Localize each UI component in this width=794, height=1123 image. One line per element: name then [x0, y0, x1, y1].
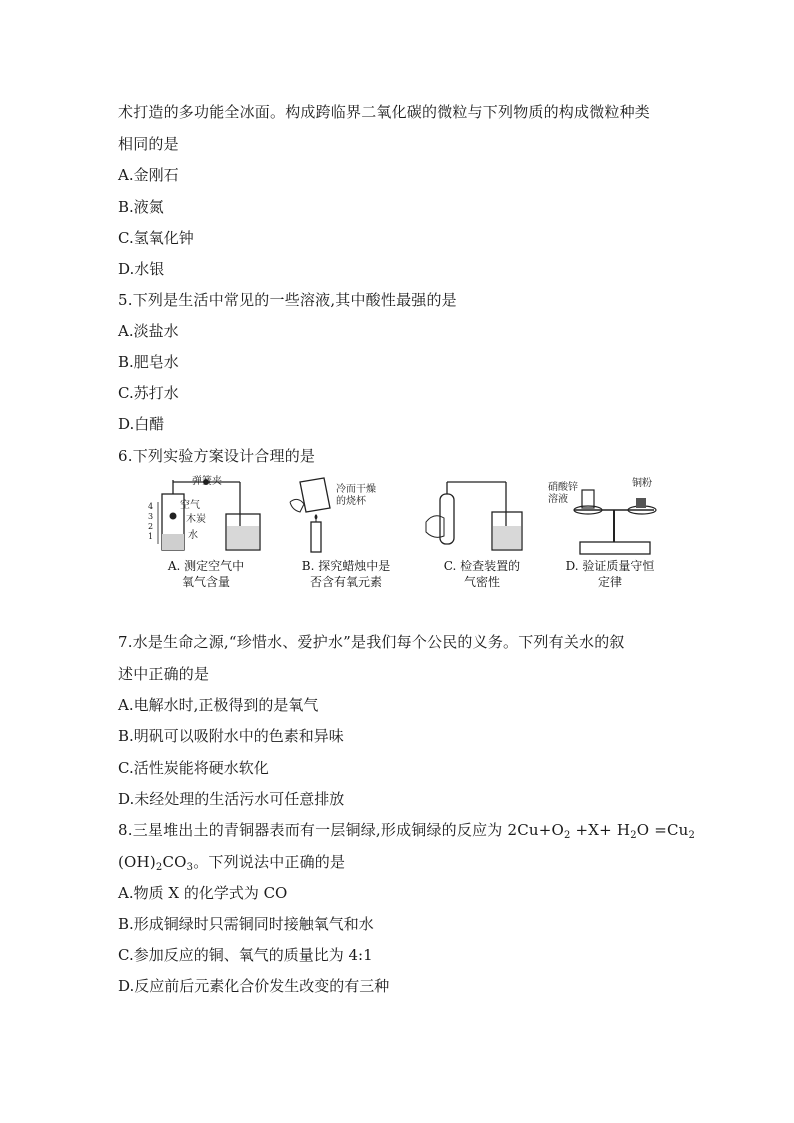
panel-d-caption-line2: 定律: [597, 575, 622, 589]
panel-a-scale-4: 4: [148, 502, 154, 511]
q4-option-c: C.氢氧化钟: [118, 229, 194, 247]
q4-option-d: D.水银: [118, 260, 165, 278]
q8-option-d: D.反应前后元素化合价发生改变的有三种: [118, 977, 390, 995]
q6-experiment-figure: [140, 472, 680, 602]
panel-c-caption-line2: 气密性: [463, 575, 500, 589]
q8-option-a: A.物质 X 的化学式为 CO: [118, 884, 288, 902]
q8-stem-part5: CO: [162, 853, 187, 871]
panel-b-caption-line2: 否含有氧元素: [309, 575, 382, 589]
q7-option-a: A.电解水时,正极得到的是氧气: [118, 696, 319, 714]
panel-c-apparatus: [416, 472, 548, 562]
panel-d-label-zinc-nitrate: 硝酸锌: [548, 482, 578, 493]
panel-c-caption-line1: C. 检查装置的: [443, 559, 521, 573]
panel-a-air-oxygen: [140, 472, 272, 602]
panel-a-label-air: 空气: [180, 500, 200, 511]
panel-a-label-water: 水: [188, 530, 198, 541]
panel-a-scale-2: 2: [148, 522, 154, 531]
q8-stem-part1: 8.三星堆出土的青铜器表而有一层铜绿,形成铜绿的反应为 2Cu+O: [118, 821, 564, 839]
q5-option-b: B.肥皂水: [118, 353, 179, 371]
q8-sub-cu2: 2: [688, 830, 696, 841]
panel-c-airtightness: [416, 472, 548, 602]
q4-stem-line1: 术打造的多功能全冰面。构成跨临界二氧化碳的微粒与下列物质的构成微粒种类: [118, 103, 651, 121]
q5-stem: 5.下列是生活中常见的一些溶液,其中酸性最强的是: [118, 291, 457, 309]
q5-option-a: A.淡盐水: [118, 322, 179, 340]
panel-d-mass-conservation: [544, 472, 676, 602]
panel-d-label-solution: 溶液: [548, 494, 568, 505]
q8-option-c: C.参加反应的铜、氧气的质量比为 4:1: [118, 946, 373, 964]
q7-option-d: D.未经处理的生活污水可任意排放: [118, 790, 345, 808]
q8-stem-part2: +X+ H: [570, 821, 631, 839]
q6-stem: 6.下列实验方案设计合理的是: [118, 447, 316, 465]
q7-stem-line2: 述中正确的是: [118, 665, 210, 683]
q8-sub-h2: 2: [630, 830, 637, 841]
panel-b-candle: [280, 472, 412, 602]
panel-b-caption-line1: B. 探究蜡烛中是: [301, 559, 391, 573]
panel-d-label-copper: 铜粉: [632, 478, 652, 489]
q7-option-b: B.明矾可以吸附水中的色素和异味: [118, 727, 344, 745]
panel-b-label-2: 的烧杯: [336, 496, 366, 507]
panel-b-label-1: 冷而干燥: [336, 484, 376, 495]
q8-stem-part6: 。下列说法中正确的是: [193, 853, 346, 871]
panel-a-scale-1: 1: [148, 532, 154, 541]
q8-sub-o2: 2: [564, 830, 571, 841]
panel-d-caption-line1: D. 验证质量守恒: [565, 559, 655, 573]
q8-sub-co3: 3: [186, 862, 194, 873]
q8-stem-part4: (OH): [118, 853, 156, 871]
panel-a-caption-line1: A. 测定空气中: [167, 559, 245, 573]
panel-a-scale-3: 3: [148, 512, 154, 521]
q5-option-c: C.苏打水: [118, 384, 179, 402]
q8-stem-line2: [118, 852, 345, 872]
q8-stem-line1: [118, 820, 695, 840]
q7-stem-line1: 7.水是生命之源,“珍惜水、爱护水”是我们每个公民的义务。下列有关水的叙: [118, 633, 625, 651]
q7-option-c: C.活性炭能将硬水软化: [118, 759, 269, 777]
q8-stem-part3: O =Cu: [636, 821, 689, 839]
q8-option-b: B.形成铜绿时只需铜同时接触氧气和水: [118, 915, 374, 933]
q5-option-d: D.白醋: [118, 415, 165, 433]
q4-stem-line2: 相同的是: [118, 135, 179, 153]
q8-sub-oh2: 2: [155, 862, 163, 873]
panel-a-label-charcoal: 木炭: [186, 514, 206, 525]
panel-a-caption-line2: 氧气含量: [181, 575, 230, 589]
q4-option-b: B.液氮: [118, 198, 164, 216]
panel-a-label-clamp: 弹簧夹: [192, 476, 222, 487]
q4-option-a: A.金刚石: [118, 166, 179, 184]
